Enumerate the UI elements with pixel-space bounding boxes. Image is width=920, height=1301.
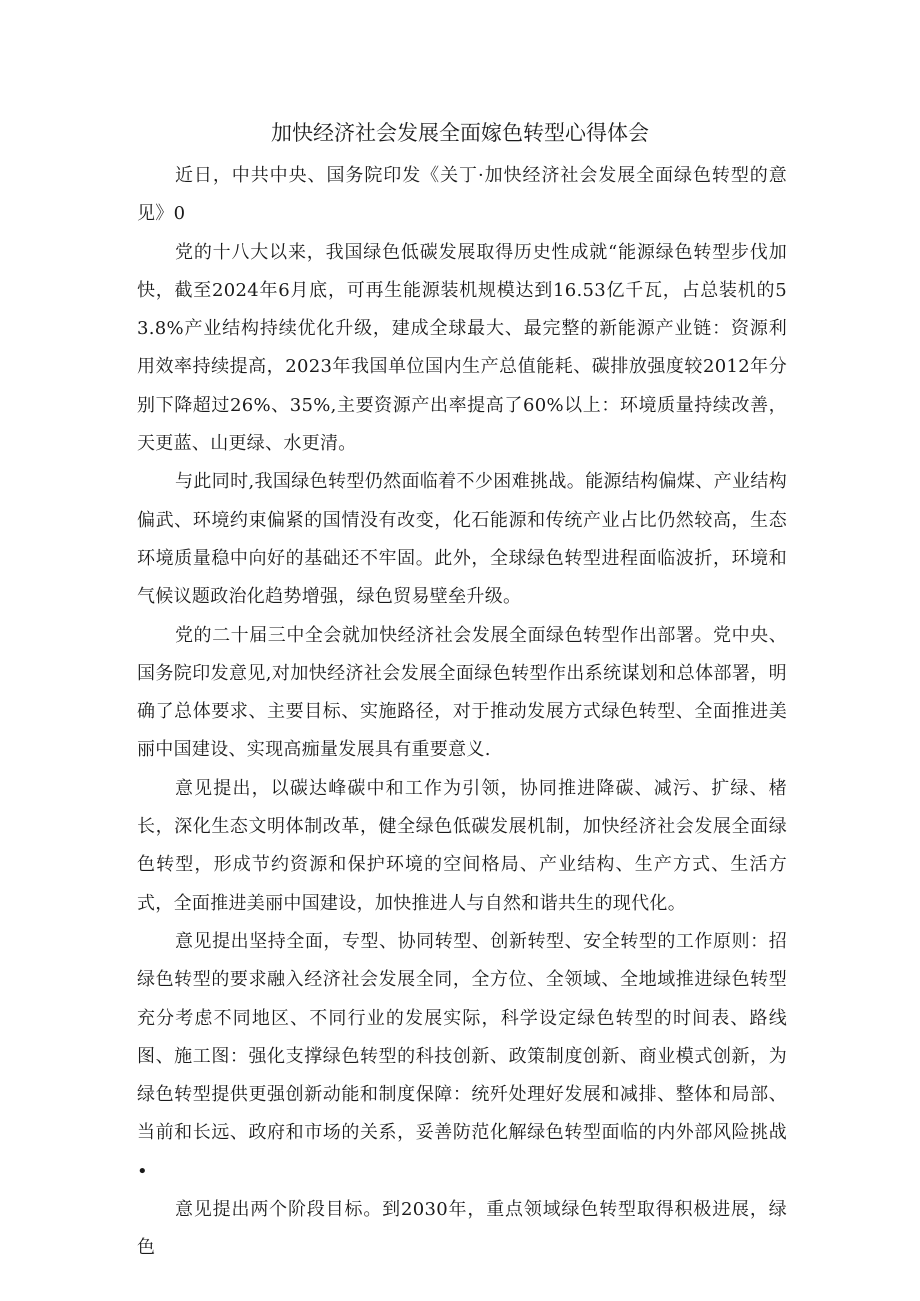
document-body	[137, 157, 787, 1268]
paragraph: 意见提出两个阶段目标。到2030年，重点领域绿色转型取得积极进展，绿色	[137, 1199, 787, 1259]
paragraph: 党的二十届三中全会就加快经济社会发展全面绿色转型作出部署。党中央、国务院印发意见,对加快经济社会发展全面绿色转型作出系统谋划和总体部署，明确了总体要求、主要目标、实施路径，对于推动发展方式绿色转型、全面推进美丽中国建设、实现高痂量发展具有重要意义.	[137, 624, 787, 761]
paragraph: 与此同时,我国绿色转型仍然面临着不少困难挑战。能源结构偏煤、产业结构偏武、环境约束偏紧的国情没有改变，化石能源和传统产业占比仍然较高，生态环境质量稳中向好的基础还不牢固。此外，全球绿色转型进程面临波折，环境和气候议题政治化趋势增强，绿色贸易壁垒升级。	[137, 471, 787, 608]
paragraph: 意见提出，以碳达峰碳中和工作为引领，协同推进降碳、减污、扩绿、楮长，深化生态文明体制改革，健全绿色低碳发展机制，加快经济社会发展全面绿色转型，形成节约资源和保护环境的空间格局、产业结构、生产方式、生活方式，全面推进美丽中国建设，加快推进人与自然和谐共生的现代化。	[137, 777, 787, 914]
document-title: 加快经济社会发展全面嫁色转型心得体会	[271, 121, 649, 145]
paragraph: 党的十八大以来，我国绿色低碳发展取得历史性成就“能源绿色转型步伐加快，截至2024年6月底，可再生能源装机规模达到16.53亿千瓦，占总装机的53.8%产业结构持续优化升级，建成全球最大、最完整的新能源产业链：资源利用效率持续提高，2023年我国单位国内生产总值能耗、碳排放强度较2012年分别下降超过26%、35%,主要资源产出率提高了60%以上：环境质量持续改善，天更蓝、山更绿、水更清。	[137, 241, 787, 455]
paragraph: 意见提出坚持全面，专型、协同转型、创新转型、安全转型的工作原则：招绿色转型的要求融入经济社会发展全同，全方位、全领域、全地域推进绿色转型充分考虑不同地区、不同行业的发展实际，科学设定绿色转型的时间表、路线图、施工图：强化支撑绿色转型的科技创新、政策制度创新、商业模式创新，为绿色转型提供更强创新动能和制度保障：统歼处理好发展和减排、整体和局部、当前和长远、政府和市场的关系，妥善防范化解绿色转型面临的内外部风险挑战•	[137, 930, 787, 1182]
paragraph: 近日，中共中央、国务院印发《关丁·加快经济社会发展全面绿色转型的意见》0	[137, 165, 787, 225]
